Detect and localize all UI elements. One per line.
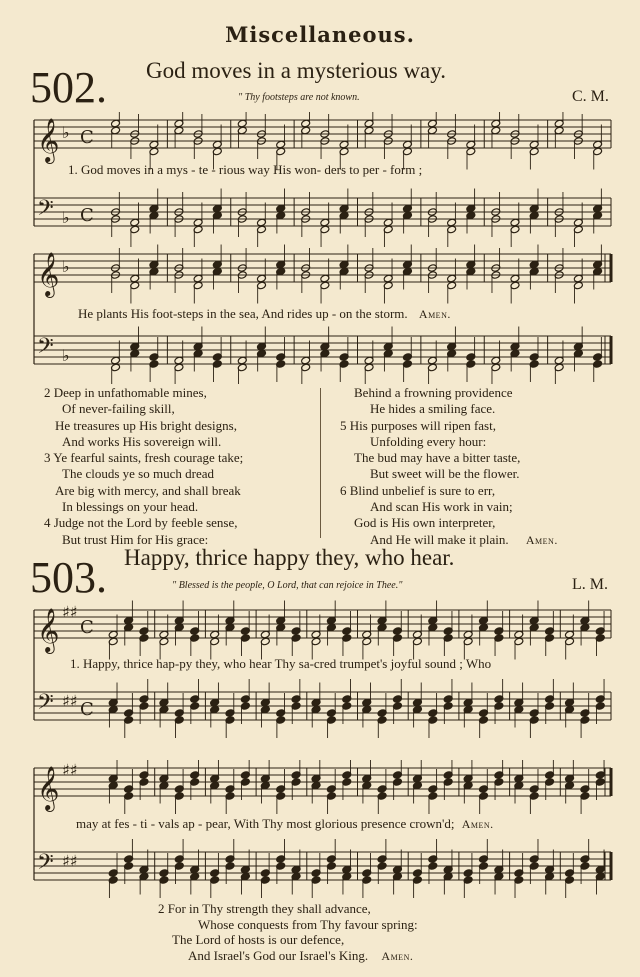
stanza-line: He treasures up His bright designs, bbox=[55, 417, 237, 433]
stanza-line: The bud may have a bitter taste, bbox=[354, 450, 521, 466]
svg-text:♭: ♭ bbox=[62, 346, 70, 365]
hymn-502-stanzas-left bbox=[44, 385, 243, 548]
stanza-line: But sweet will be the flower. bbox=[370, 466, 520, 482]
lyrics-text: may at fes - ti - vals ap - pear, With Thy most glorious presence crown'd; bbox=[76, 816, 455, 831]
stanza-line: Behind a frowning providence bbox=[354, 385, 513, 400]
column-divider bbox=[320, 388, 321, 538]
hymn-503-meter: L. M. bbox=[572, 576, 608, 593]
svg-text:♯♯: ♯♯ bbox=[62, 602, 78, 622]
hymn-502-system-1 bbox=[30, 112, 615, 247]
lyrics-text: He plants His foot-steps in the sea, And rides up - on the storm. bbox=[78, 306, 408, 321]
stanza-line: He hides a smiling face. bbox=[370, 401, 496, 417]
svg-text:C: C bbox=[80, 699, 94, 720]
svg-text:𝄞: 𝄞 bbox=[37, 252, 60, 296]
hymn-502-lyrics-2 bbox=[78, 306, 451, 322]
amen-label: Amen. bbox=[525, 532, 558, 547]
stanza-line: God is His own interpreter, bbox=[354, 515, 496, 531]
stanza-line: The Lord of hosts is our defence, bbox=[172, 932, 345, 947]
stanza-line: In blessings on your head. bbox=[62, 499, 199, 515]
stanza-line: His purposes will ripen fast, bbox=[349, 417, 496, 433]
hymn-502-number: 502. bbox=[30, 63, 107, 112]
hymn-503-lyrics-1: 1. Happy, thrice hap-py they, who hear Thy sa-cred trumpet's joyful sound ; Who bbox=[70, 656, 492, 671]
stanza-line: Unfolding every hour: bbox=[370, 433, 487, 449]
stanza-line: Deep in unfathomable mines, bbox=[53, 385, 207, 400]
stanza-line: The clouds ye so much dread bbox=[62, 466, 214, 482]
hymn-503-epigraph: " Blessed is the people, O Lord, that can rejoice in Thee." bbox=[172, 580, 403, 591]
stanza-number: 2 bbox=[158, 901, 165, 916]
stanza-line: But trust Him for His grace: bbox=[62, 531, 209, 547]
svg-text:𝄞: 𝄞 bbox=[37, 766, 60, 810]
svg-text:𝄢: 𝄢 bbox=[37, 690, 54, 720]
hymn-502-meter: C. M. bbox=[572, 88, 609, 105]
stanza-line: Of never-failing skill, bbox=[62, 401, 175, 417]
svg-text:C: C bbox=[80, 205, 94, 226]
svg-text:C: C bbox=[80, 617, 94, 638]
stanza-number: 6 bbox=[340, 482, 347, 498]
svg-text:𝄞: 𝄞 bbox=[37, 608, 60, 652]
amen-label: Amen. bbox=[418, 307, 451, 321]
svg-text:♭: ♭ bbox=[62, 123, 70, 142]
stanza-number: 5 bbox=[340, 417, 347, 433]
stanza-number: 2 bbox=[44, 385, 51, 400]
amen-label: Amen. bbox=[461, 817, 494, 831]
stanza-line: Ye fearful saints, fresh courage take; bbox=[53, 450, 244, 466]
svg-text:𝄞: 𝄞 bbox=[37, 118, 60, 162]
stanza-line: And Israel's God our Israel's King. bbox=[188, 947, 369, 963]
stanza-line: Blind unbelief is sure to err, bbox=[349, 482, 496, 498]
stanza-number: 3 bbox=[44, 450, 51, 466]
svg-text:C: C bbox=[80, 127, 94, 148]
stanza-line: And works His sovereign will. bbox=[62, 433, 222, 449]
hymn-503-stanza bbox=[158, 901, 418, 964]
hymn-502-stanzas-right bbox=[340, 385, 558, 548]
stanza-line: For in Thy strength they shall advance, bbox=[167, 901, 371, 916]
stanza-number: 4 bbox=[44, 515, 51, 531]
amen-label: Amen. bbox=[381, 948, 414, 963]
music-score-502-a bbox=[30, 112, 615, 247]
hymn-502-title: God moves in a mysterious way. bbox=[146, 58, 447, 83]
hymn-503-title: Happy, thrice happy they, who hear. bbox=[124, 545, 455, 570]
svg-text:♯♯: ♯♯ bbox=[62, 851, 78, 871]
svg-text:♯♯: ♯♯ bbox=[62, 691, 78, 711]
stanza-line: And scan His work in vain; bbox=[370, 499, 513, 515]
svg-text:♭: ♭ bbox=[62, 257, 70, 276]
svg-text:♯♯: ♯♯ bbox=[62, 760, 78, 780]
svg-text:𝄢: 𝄢 bbox=[37, 850, 54, 880]
hymn-502-lyrics-1: 1. God moves in a mys - te - rious way His won- ders to per - form ; bbox=[68, 162, 423, 177]
hymn-502-epigraph: " Thy footsteps are not known. bbox=[238, 92, 360, 103]
svg-text:𝄢: 𝄢 bbox=[37, 334, 54, 364]
section-title: Miscellaneous. bbox=[225, 22, 415, 47]
svg-text:♭: ♭ bbox=[62, 208, 70, 227]
stanza-line: Whose conquests from Thy favour spring: bbox=[198, 916, 418, 932]
stanza-line: Judge not the Lord by feeble sense, bbox=[53, 515, 238, 531]
svg-text:𝄢: 𝄢 bbox=[37, 196, 54, 226]
stanza-line: Are big with mercy, and shall break bbox=[55, 482, 241, 498]
hymn-503-number: 503. bbox=[30, 553, 107, 602]
stanza-line: And He will make it plain. bbox=[370, 531, 509, 547]
hymn-503-lyrics-2 bbox=[76, 816, 494, 832]
